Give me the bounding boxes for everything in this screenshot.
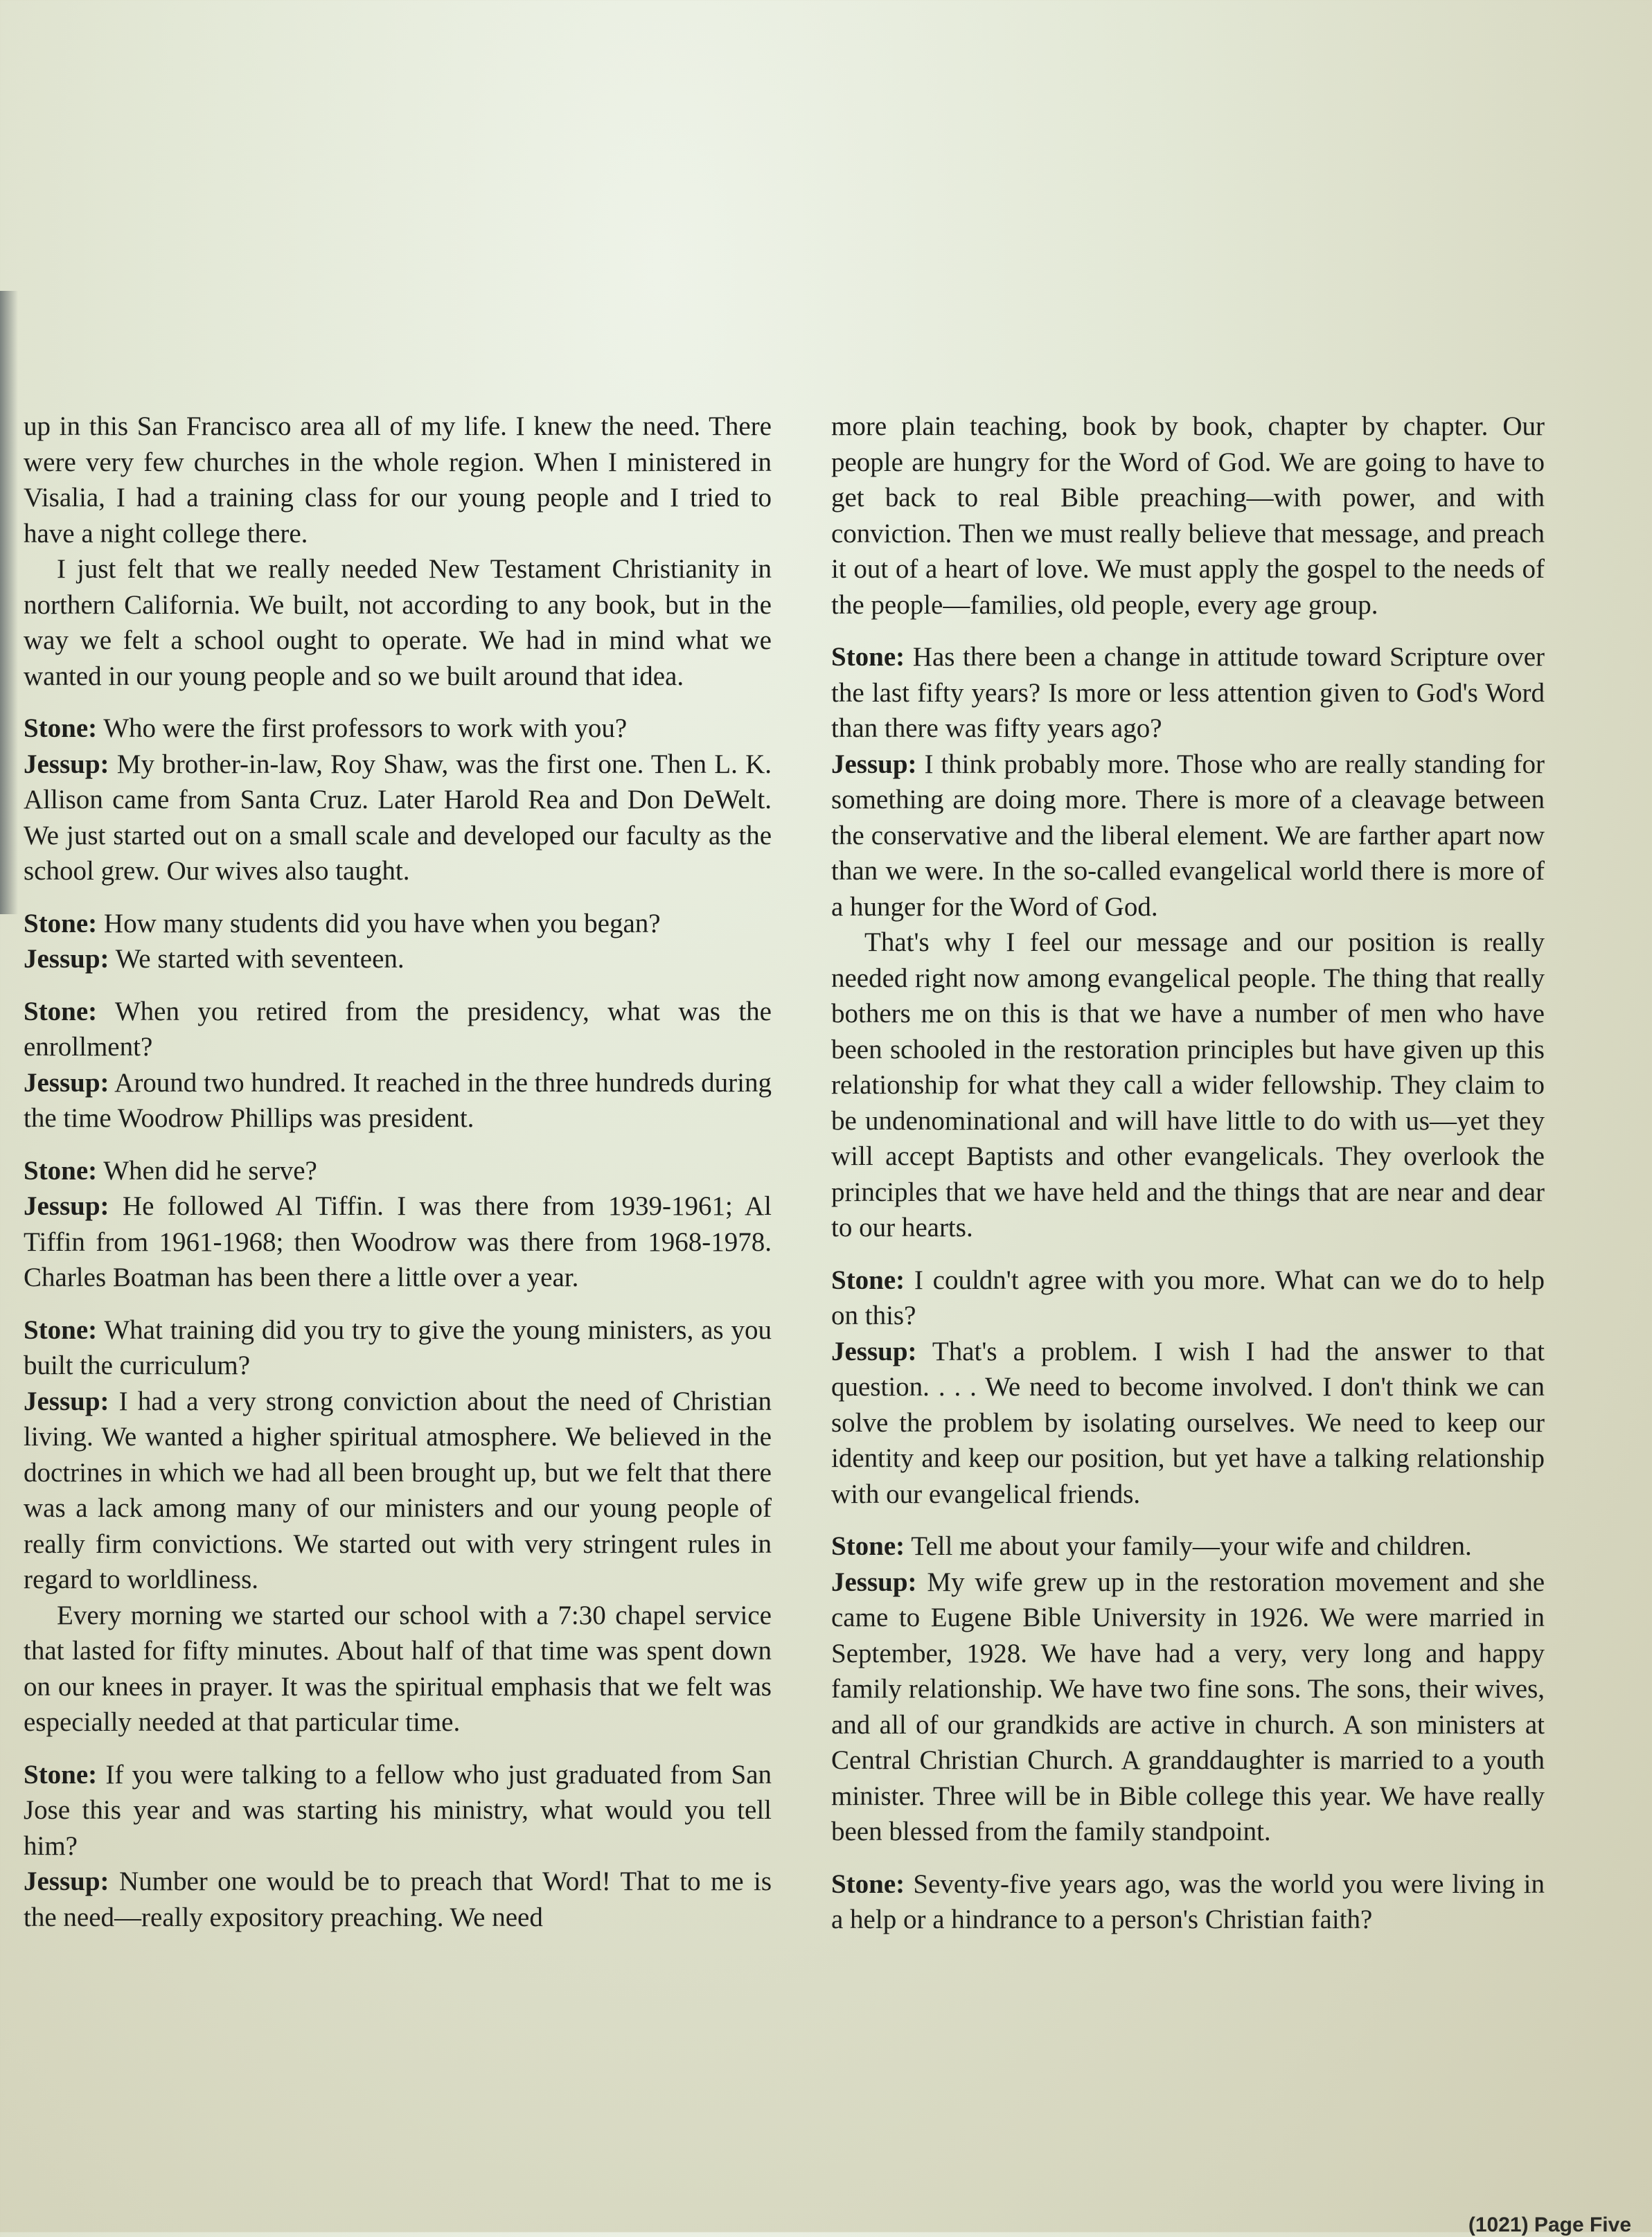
speaker-label: Stone: [831, 1265, 905, 1295]
interview-exchange [24, 711, 772, 889]
continued-paragraph: more plain teaching, book by book, chapter by chapter. Our people are hungry for the Word of God. We are going to have to get back to real Bible preaching—with power, and with conviction. Then we must really believe that message, and preach it out of a heart of love. We must apply the gospel to the needs of the people—families, old people, every age group. [831, 411, 1545, 620]
question [24, 1312, 772, 1384]
answer-text: My brother-in-law, Roy Shaw, was the first one. Then L. K. Allison came from Santa Cruz. Later Harold Rea and Don DeWelt. We just started out on a small scale and developed our faculty as the school grew. Our wives also taught. [24, 749, 772, 886]
answer [24, 1065, 772, 1137]
answer [24, 1384, 772, 1598]
question [24, 1757, 772, 1864]
speaker-label: Jessup: [831, 1336, 917, 1366]
question-text: I couldn't agree with you more. What can we do to help on this? [831, 1265, 1545, 1330]
answer-text: My wife grew up in the restoration movement and she came to Eugene Bible University in 1926. We were married in September, 1928. We have had a very, very long and happy family relationship. We have two fine sons. The sons, their wives, and all of our grandkids are active in church. A son ministers at Central Christian Church. A granddaughter is married to a youth minister. Three will be in Bible college this year. We have really been blessed from the family standpoint. [831, 1567, 1545, 1846]
right-column [831, 409, 1545, 1938]
answer-continuation: Every morning we started our school with a 7:30 chapel service that lasted for fifty minutes. About half of that time was spent down on our knees in prayer. It was the spiritual emphasis that we felt was especially needed at that particular time. [24, 1600, 772, 1737]
interview-exchange [831, 639, 1545, 1246]
answer-text: Number one would be to preach that Word! That to me is the need—really expository preaching. We need [24, 1866, 772, 1932]
answer-text: That's a problem. I wish I had the answer to that question. . . . We need to become involved. I don't think we can solve the problem by isolating ourselves. We need to keep our identity and keep our position, but yet have a talking relationship with our evangelical friends. [831, 1336, 1545, 1509]
interview-exchange [831, 1866, 1545, 1938]
answer [831, 1334, 1545, 1513]
answer-text: I think probably more. Those who are really standing for something are doing more. There is more of a cleavage between the conservative and the liberal element. We are farther apart now than we were. In the so-called evangelical world there is more of a hunger for the Word of God. [831, 749, 1545, 922]
answer [24, 941, 772, 977]
answer [24, 1188, 772, 1296]
intro-paragraph: I just felt that we really needed New Testament Christianity in northern California. We built, not according to any book, but in the way we felt a school ought to operate. We had in mind what we wanted in our young people and so we built around that idea. [24, 554, 772, 691]
question-text: When you retired from the presidency, what was the enrollment? [24, 996, 772, 1062]
speaker-label: Jessup: [24, 749, 109, 779]
question [831, 1866, 1545, 1938]
interview-exchange [24, 1757, 772, 1936]
question-text: How many students did you have when you began? [103, 908, 661, 938]
speaker-label: Jessup: [24, 1067, 109, 1098]
question-text: Has there been a change in attitude toward Scripture over the last fifty years? Is more or less attention given to God's Word than there was fifty years ago? [831, 642, 1545, 743]
speaker-label: Jessup: [24, 1866, 109, 1896]
answer-text: He followed Al Tiffin. I was there from 1939-1961; Al Tiffin from 1961-1968; then Woodrow was there from 1968-1978. Charles Boatman has been there a little over a year. [24, 1191, 772, 1292]
speaker-label: Stone: [24, 996, 98, 1026]
speaker-label: Stone: [831, 1869, 905, 1899]
question-text: If you were talking to a fellow who just graduated from San Jose this year and was starting his ministry, what would you tell him? [24, 1759, 772, 1861]
question-text: Tell me about your family—your wife and children. [911, 1531, 1472, 1561]
question-text: Who were the first professors to work with you? [103, 713, 628, 743]
interview-exchange [24, 906, 772, 977]
page-number: (1021) Page Five [1468, 2213, 1631, 2236]
speaker-label: Jessup: [24, 944, 109, 974]
interview-exchange [24, 1312, 772, 1740]
answer [831, 1565, 1545, 1850]
speaker-label: Stone: [24, 713, 98, 743]
speaker-label: Stone: [24, 1155, 98, 1186]
question [24, 906, 772, 942]
answer-continuation: That's why I feel our message and our position is really needed right now among evangelical people. The thing that really bothers me on this is that we have a number of men who have been schooled in the restoration principles but have given up this relationship for what they call a wider fellowship. They claim to be undenominational and will have little to do with us—yet they will accept Baptists and other evangelicals. They overlook the principles that we have held and the things that are near and dear to our hearts. [831, 927, 1545, 1242]
speaker-label: Stone: [831, 642, 905, 672]
interview-exchange [24, 994, 772, 1137]
answer [831, 747, 1545, 925]
answer [24, 747, 772, 889]
question-text: What training did you try to give the young ministers, as you built the curriculum? [24, 1314, 772, 1380]
question-text: When did he serve? [103, 1155, 317, 1186]
binding-shadow [0, 291, 18, 914]
interview-exchange [831, 1529, 1545, 1850]
speaker-label: Stone: [24, 908, 98, 938]
intro-paragraph: up in this San Francisco area all of my life. I knew the need. There were very few churches in the whole region. When I ministered in Visalia, I had a training class for our young people and I tried to have a night college there. [24, 411, 772, 549]
speaker-label: Stone: [831, 1531, 905, 1561]
question [24, 1153, 772, 1189]
question [24, 711, 772, 747]
speaker-label: Stone: [24, 1314, 98, 1345]
answer-text: Around two hundred. It reached in the three hundreds during the time Woodrow Phillips was president. [24, 1067, 772, 1133]
interview-exchange [24, 1153, 772, 1296]
answer-text: We started with seventeen. [115, 944, 405, 974]
speaker-label: Stone: [24, 1759, 98, 1790]
answer-text: I had a very strong conviction about the need of Christian living. We wanted a higher spiritual atmosphere. We believed in the doctrines in which we had all been brought up, but we felt that there was a lack among many of our ministers and our young people of really firm convictions. We started out with very stringent rules in regard to worldliness. [24, 1386, 772, 1594]
interview-exchange [831, 1263, 1545, 1513]
speaker-label: Jessup: [24, 1191, 109, 1221]
left-column [24, 409, 772, 1935]
answer [24, 1864, 772, 1935]
question-text: Seventy-five years ago, was the world you were living in a help or a hindrance to a person's Christian faith? [831, 1869, 1545, 1934]
question [24, 994, 772, 1065]
question [831, 1529, 1545, 1565]
speaker-label: Jessup: [831, 749, 917, 779]
question [831, 1263, 1545, 1334]
speaker-label: Jessup: [831, 1567, 917, 1597]
question [831, 639, 1545, 747]
speaker-label: Jessup: [24, 1386, 109, 1416]
